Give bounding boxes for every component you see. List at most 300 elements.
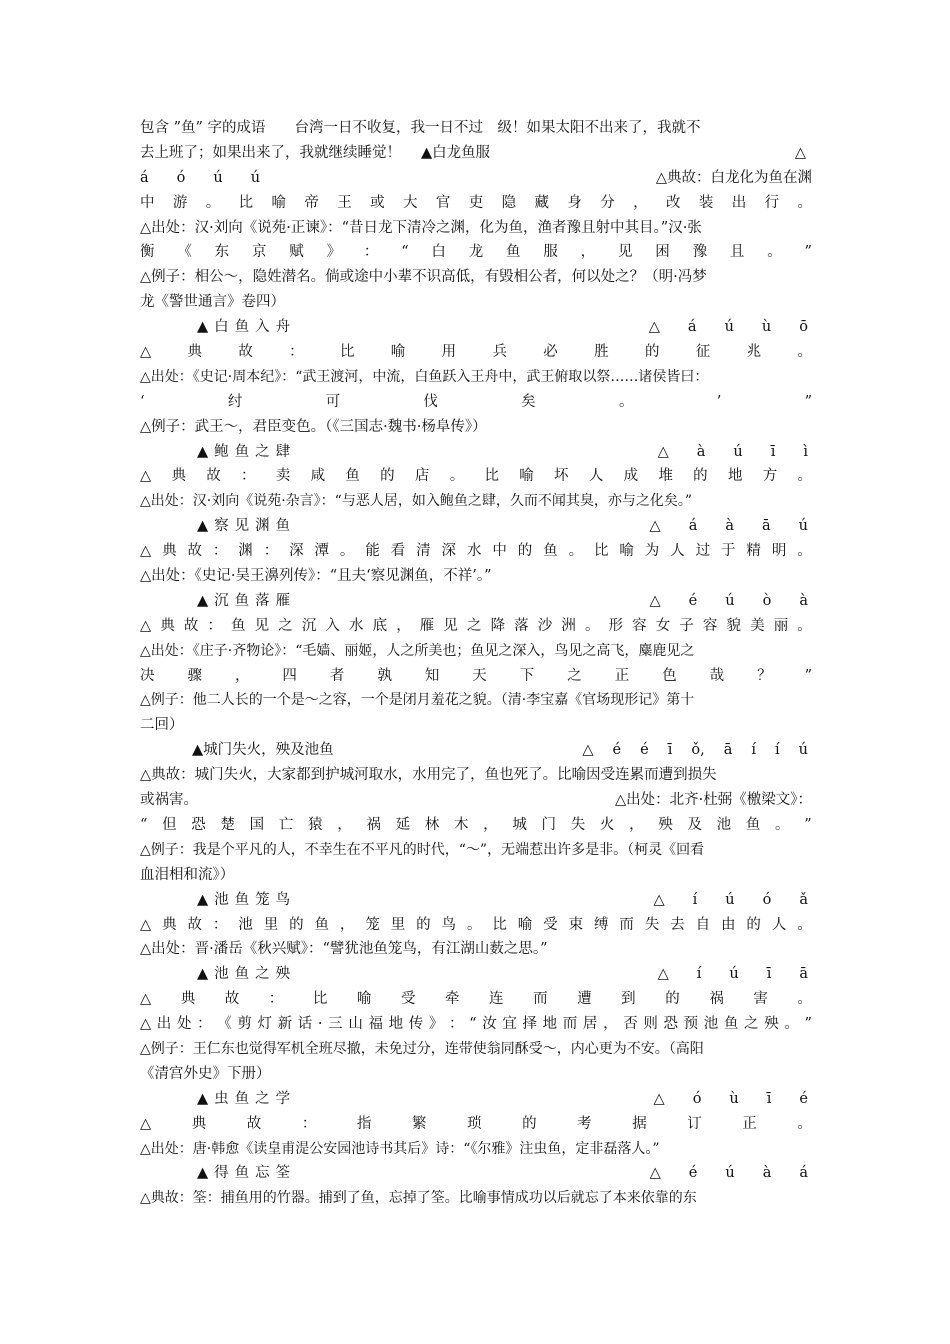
chuchu-line [140, 390, 812, 415]
text-char: 见 [254, 617, 270, 634]
text-char: 故 [206, 468, 221, 485]
text-char: 国 [249, 816, 265, 833]
diangu-line [140, 539, 812, 564]
text-char: 底 [372, 617, 388, 634]
text-char: ī [667, 742, 673, 759]
text-char: 故 [187, 916, 202, 933]
text-char: 鱼 [723, 1016, 739, 1033]
text-char: 咸 [310, 468, 326, 485]
pinyin [650, 1161, 812, 1186]
text-char: 池 [238, 916, 253, 933]
text-char: 的 [517, 543, 533, 560]
text-char: 。 [797, 344, 812, 361]
text-char: ó [692, 1090, 702, 1107]
text-char: 。 [339, 543, 355, 560]
text-char: 丽 [773, 617, 789, 634]
pinyin [650, 589, 812, 614]
text-char: 的 [665, 991, 680, 1008]
text-char: 地 [727, 468, 743, 485]
text-char: 。 [466, 916, 482, 933]
text-char: í [751, 742, 757, 759]
text-char: 害 [753, 991, 768, 1008]
text-char: 典 [187, 344, 202, 361]
lizi-line: △例子：相公～，隐姓潜名。倘或途中小辈不识高低，有毁相公者，何以处之？（明·冯梦 [140, 269, 707, 286]
text-char: △ [649, 518, 661, 535]
text-char: △ [140, 617, 152, 634]
idiom-title: ▲虫鱼之学 [197, 1090, 297, 1107]
text-char: ， [337, 816, 352, 833]
text-char: ： [289, 344, 304, 361]
text-char: 正 [742, 1115, 757, 1132]
text-char: 比 [339, 344, 355, 361]
text-char: 束 [568, 916, 584, 933]
text-char: à [799, 592, 808, 609]
intro-text: 去上班了；如果出来了，我就继续睡觉！ [140, 144, 401, 161]
text-char: 入 [325, 617, 340, 634]
text-char: ： [212, 916, 228, 933]
text-char: 故 [238, 344, 253, 361]
text-char: 知 [424, 667, 440, 684]
text-char: 骤 [187, 667, 202, 684]
text-char: ā [762, 518, 771, 535]
text-char: △ [648, 319, 660, 336]
text-char: 中 [140, 194, 155, 211]
text-char: à [696, 443, 706, 460]
text-char: 比 [484, 468, 499, 485]
text-char: 典 [171, 468, 186, 485]
text-char: 坏 [554, 468, 569, 485]
text-char: 池 [716, 816, 732, 833]
text-char: 失 [644, 916, 660, 933]
text-char: ： [197, 1016, 212, 1033]
text-char: ú [725, 891, 735, 908]
text-char: 雁 [419, 617, 435, 634]
text-char: é [799, 1090, 808, 1107]
text-char: 纣 [227, 393, 243, 410]
text-char: 故 [246, 1115, 262, 1132]
text-char: 京 [251, 244, 267, 261]
text-char: △ [657, 443, 669, 460]
pinyin [650, 514, 812, 539]
text-char: 沉 [301, 617, 317, 634]
text-char: 人 [771, 916, 787, 933]
text-char: 笼 [365, 916, 380, 933]
intro-line [140, 141, 812, 166]
text-char: 必 [543, 344, 558, 361]
text-char: 的 [693, 468, 708, 485]
text-char: 清 [416, 543, 431, 560]
text-char: 征 [695, 344, 711, 361]
text-char: 池 [703, 1016, 719, 1033]
idiom-title: ▲沉鱼落雁 [197, 592, 297, 609]
text-char: 中 [492, 543, 507, 560]
pinyin [654, 1087, 812, 1112]
chenyu-entry [140, 589, 812, 614]
text-char: ‘ [140, 393, 145, 410]
text-char: à [725, 518, 734, 535]
chuchu-head: △出处：北齐·杜弼《檄梁文》： [614, 792, 812, 809]
text-char: △ [582, 742, 594, 759]
text-char: í [696, 966, 702, 983]
text-char: 及 [687, 816, 702, 833]
text-char: 楚 [220, 816, 235, 833]
text-char: 祸 [709, 991, 724, 1008]
lizi-line: △例子：我是个平凡的人，不幸生在不平凡的时代，“～”，无端惹出许多是非。（柯灵《回看 [140, 841, 705, 858]
text-char: 出 [156, 1016, 172, 1033]
text-char: 。 [797, 543, 812, 560]
text-char: 之 [466, 617, 482, 634]
idiom-title: ▲白鱼入舟 [197, 319, 297, 336]
text-char: 白 [431, 244, 446, 261]
idiom-title: ▲鲍鱼之肆 [197, 443, 297, 460]
lizi-line: △例子：他二人长的一个是～之容，一个是闭月羞花之貌。（清·李宝嘉《官场现形记》第十 [140, 692, 695, 709]
text-char: 到 [621, 991, 636, 1008]
text-char: 里 [390, 916, 406, 933]
text-char: ì [803, 443, 808, 460]
text-char: ： [301, 1115, 317, 1132]
text-char: ō [799, 319, 808, 336]
text-char: à [762, 1165, 772, 1182]
text-char: ： [363, 244, 379, 261]
text-char: 为 [644, 543, 660, 560]
text-char: 胜 [594, 344, 609, 361]
chuchu-line: △出处：汉·刘向《说苑·正谏》：“昔日龙下清冷之渊，化为鱼，渔者豫且射中其目。”汉·张 [140, 219, 702, 236]
text-char: 美 [750, 617, 765, 634]
chiyu-yang-entry [140, 962, 812, 987]
text-char: “ [401, 244, 409, 261]
lizi-line: △例子：武王～，君臣变色。（《三国志·魏书·杨阜传》） [140, 418, 487, 435]
chiyu-long-entry [140, 888, 812, 913]
text-char: 居 [582, 1016, 598, 1033]
chuchu-line [140, 1012, 812, 1037]
text-char: 处 [176, 1016, 192, 1033]
text-char: △ [649, 1165, 661, 1182]
text-char: 能 [365, 543, 380, 560]
text-char: 宜 [502, 1016, 517, 1033]
text-char: ： [449, 1016, 464, 1033]
text-char: 《 [217, 1016, 232, 1033]
text-char: 精 [746, 543, 761, 560]
text-char: 的 [289, 916, 304, 933]
text-char: 容 [632, 617, 647, 634]
lizi-line: 二回） [140, 717, 184, 734]
text-char: 的 [416, 916, 431, 933]
text-char: 见 [617, 244, 633, 261]
text-char: ， [483, 816, 498, 833]
text-char: 的 [380, 468, 395, 485]
chuchu-line: △出处：晋·潘岳《秋兴赋》：“譬犹池鱼笼鸟，有江湖山薮之思。” [140, 941, 548, 958]
text-char: “ [469, 1016, 477, 1033]
text-char: 决 [140, 667, 155, 684]
text-char: “ [140, 816, 148, 833]
text-char: ú [798, 518, 808, 535]
text-char: ” [804, 1016, 812, 1033]
text-char: é [688, 1165, 698, 1182]
text-char: ā [723, 742, 733, 759]
text-char: ： [263, 543, 279, 560]
text-char: ò [762, 592, 772, 609]
diangu-line [140, 913, 812, 938]
text-char: 祸 [366, 816, 381, 833]
text-char: 的 [746, 916, 761, 933]
text-char: 大 [403, 194, 418, 211]
idiom-title: ▲白龙鱼服 [421, 144, 491, 161]
text-char: ǎ [799, 891, 808, 908]
text-char: 故 [183, 617, 199, 634]
text-char: 喻 [271, 194, 286, 211]
text-char: 服 [543, 244, 558, 261]
text-char: △ [140, 1115, 152, 1132]
text-char: 游 [172, 194, 188, 211]
text-char: 分 [600, 194, 615, 211]
text-char: ， [234, 667, 250, 684]
deyu-entry [140, 1161, 812, 1186]
text-char: 考 [577, 1115, 592, 1132]
idiom-title: ▲池鱼笼鸟 [197, 891, 297, 908]
text-char: 帝 [304, 194, 319, 211]
text-char: 之 [744, 1016, 759, 1033]
chuchu-line: △出处：《史记·吴王濞列传》：“且夫‘察见渊鱼，不祥’。” [140, 568, 492, 585]
text-char: ， [580, 244, 596, 261]
text-char: 看 [390, 543, 406, 560]
text-char: 繁 [411, 1115, 427, 1132]
text-char: 鱼 [345, 468, 360, 485]
text-char: 木 [453, 816, 469, 833]
text-char: 龙 [468, 244, 484, 261]
text-char: 。 [584, 617, 600, 634]
diangu-line [140, 464, 812, 489]
text-char: 落 [514, 617, 529, 634]
text-char: í [775, 742, 780, 759]
text-char: △ [140, 916, 152, 933]
diangu-line [140, 191, 812, 216]
chuchu-line: △出处：《史记·周本纪》：“武王渡河，中流，白鱼跃入王舟中，武王俯取以祭……诸侯皆曰： [140, 368, 709, 385]
text-char: ú [729, 966, 739, 983]
document-body [140, 116, 812, 1211]
text-char: ó [762, 891, 772, 908]
idiom-title: ▲察见渊鱼 [197, 518, 297, 535]
chuchu-line: △出处：唐·韩愈《读皇甫湜公安园池诗书其后》诗：“《尔雅》注虫鱼，定非磊落人。” [140, 1140, 660, 1157]
text-char: 店 [414, 468, 430, 485]
text-char: 喻 [356, 991, 372, 1008]
idiom-title: ▲得鱼忘筌 [197, 1165, 297, 1182]
text-char: ú [724, 319, 734, 336]
text-char: é [640, 742, 649, 759]
text-char: 之 [567, 667, 582, 684]
text-char: 降 [490, 617, 506, 634]
text-char: 。 [797, 194, 812, 211]
text-char: 缚 [593, 916, 609, 933]
idiom-title: ▲城门失火，殃及池鱼 [192, 742, 334, 759]
text-char: △ [657, 966, 669, 983]
text-char: 而 [533, 991, 548, 1008]
text-char: 豫 [692, 244, 708, 261]
text-char: · [317, 1016, 323, 1033]
text-char: 鱼 [231, 617, 246, 634]
text-char: 身 [567, 194, 582, 211]
text-char: 吏 [468, 194, 484, 211]
text-char: 。 [449, 468, 465, 485]
text-char: ó [176, 169, 186, 186]
lizi-line: 龙《警世通言》卷四） [140, 294, 285, 311]
text-char: 人 [588, 468, 604, 485]
text-char: ？ [757, 667, 772, 684]
text-char: 潭 [314, 543, 329, 560]
text-char: 地 [388, 1016, 404, 1033]
text-char: ǒ, [691, 742, 705, 759]
lizi-line: 《清宫外史》下册） [140, 1065, 271, 1082]
text-char: 。 [618, 393, 634, 410]
text-char: 孰 [377, 667, 392, 684]
text-char: 据 [632, 1115, 647, 1132]
text-char: 故 [187, 543, 202, 560]
text-char: ù [761, 319, 772, 336]
text-char: 容 [702, 617, 718, 634]
text-char: 比 [492, 916, 507, 933]
text-char: 而 [619, 916, 634, 933]
diangu-line: △典故：白龙化为鱼在渊 [655, 169, 812, 186]
text-char: 典 [180, 991, 196, 1008]
text-char: 喻 [517, 916, 533, 933]
text-char: 形 [608, 617, 624, 634]
text-char: △ [653, 1090, 665, 1107]
text-char: 过 [695, 543, 711, 560]
text-char: 城 [512, 816, 527, 833]
text-char: 衡 [140, 244, 155, 261]
text-char: 但 [162, 816, 177, 833]
text-char: 三 [328, 1016, 343, 1033]
pinyin [658, 440, 812, 465]
text-char: 。 [784, 1016, 799, 1033]
text-char: 典 [162, 543, 177, 560]
text-char: 的 [644, 344, 660, 361]
text-char: 人 [670, 543, 685, 560]
text-char: 明 [771, 543, 787, 560]
text-char: 而 [562, 1016, 578, 1033]
text-char: 东 [214, 244, 230, 261]
text-char: ” [804, 667, 812, 684]
text-char: 隐 [501, 194, 517, 211]
text-char: ， [629, 816, 644, 833]
text-char: ， [633, 194, 648, 211]
text-char: 四 [282, 667, 297, 684]
text-char: 深 [289, 543, 304, 560]
text-char: 山 [348, 1016, 363, 1033]
text-char: 灯 [257, 1016, 272, 1033]
text-char: 于 [721, 543, 736, 560]
text-char: 正 [614, 667, 630, 684]
text-char: 兆 [746, 344, 762, 361]
text-char: í [692, 891, 698, 908]
text-char: 喻 [519, 468, 534, 485]
text-char: 。 [767, 244, 782, 261]
baiyu-entry [140, 315, 812, 340]
text-char: 指 [356, 1115, 372, 1132]
text-char: ” [804, 816, 812, 833]
text-char: 改 [666, 194, 681, 211]
text-char: ā [799, 966, 808, 983]
text-char: 水 [466, 543, 482, 560]
text-char: 比 [238, 194, 254, 211]
text-char: 赋 [289, 244, 304, 261]
text-char: 传 [408, 1016, 424, 1033]
text-char: 。 [797, 1115, 812, 1132]
text-char: ú [213, 169, 223, 186]
text-char: 琐 [467, 1115, 482, 1132]
text-char: △ [140, 468, 152, 485]
text-char: 典 [162, 916, 177, 933]
text-char: 由 [721, 916, 736, 933]
text-char: 者 [329, 667, 345, 684]
text-char: 伐 [423, 393, 438, 410]
baoyu-entry [140, 440, 812, 465]
text-char: ” [804, 393, 812, 410]
diangu-line [140, 788, 812, 813]
text-char: 之 [278, 617, 293, 634]
text-char: á [799, 1165, 808, 1182]
text-char: á [140, 169, 149, 186]
text-char: 自 [695, 916, 711, 933]
text-char: 福 [368, 1016, 383, 1033]
idiom-title: ▲池鱼之殃 [197, 966, 297, 983]
text-char: ： [241, 468, 256, 485]
text-char: △ [140, 991, 152, 1008]
diangu-line: △典故：城门失火，大家都到护城河取水，水用完了，鱼也死了。比喻因受连累而遭到损失 [140, 767, 717, 784]
text-char: 故 [224, 991, 240, 1008]
text-char: 汝 [482, 1016, 497, 1033]
text-char: 子 [679, 617, 694, 634]
text-char: 卖 [275, 468, 291, 485]
text-char: 地 [542, 1016, 558, 1033]
text-char: ’ [716, 393, 722, 410]
text-char: ī [766, 966, 772, 983]
text-char: 堆 [658, 468, 673, 485]
text-char: ú [725, 592, 735, 609]
text-char: ú [798, 742, 808, 759]
pinyin [582, 738, 812, 763]
text-char: 牵 [444, 991, 460, 1008]
text-char: 》 [428, 1016, 444, 1033]
text-char: 门 [541, 816, 557, 833]
text-char: 。 [797, 468, 812, 485]
diangu-text: 或祸害。 [140, 792, 198, 809]
text-char: 比 [593, 543, 609, 560]
text-char: 貌 [726, 617, 741, 634]
text-char: 官 [435, 194, 451, 211]
text-char: △ [140, 344, 152, 361]
text-char: 遭 [577, 991, 592, 1008]
text-char: 比 [312, 991, 328, 1008]
lizi-line: △例子：王仁东也觉得军机全班尽撤，未免过分，连带使翁同酥受～，内心更为不安。（高阳 [140, 1040, 704, 1057]
text-char: 用 [441, 344, 457, 361]
text-char: ú [250, 169, 261, 186]
text-char: ， [603, 1016, 618, 1033]
text-char: 订 [687, 1115, 702, 1132]
text-char: ： [207, 617, 222, 634]
pinyin [140, 166, 264, 191]
text-char: 择 [522, 1016, 537, 1033]
text-char: 。 [568, 543, 584, 560]
text-char: 天 [472, 667, 487, 684]
text-char: 深 [441, 543, 457, 560]
text-char: 藏 [534, 194, 549, 211]
chuchu-line: △出处：汉·刘向《说苑·杂言》：“与恶人居，如入鲍鱼之肆，久而不闻其臭，亦与之化矣。” [140, 493, 692, 510]
text-char: 见 [443, 617, 458, 634]
text-char: ， [396, 617, 411, 634]
diangu-line [140, 340, 812, 365]
text-char: 恐 [191, 816, 206, 833]
text-char: 连 [489, 991, 504, 1008]
